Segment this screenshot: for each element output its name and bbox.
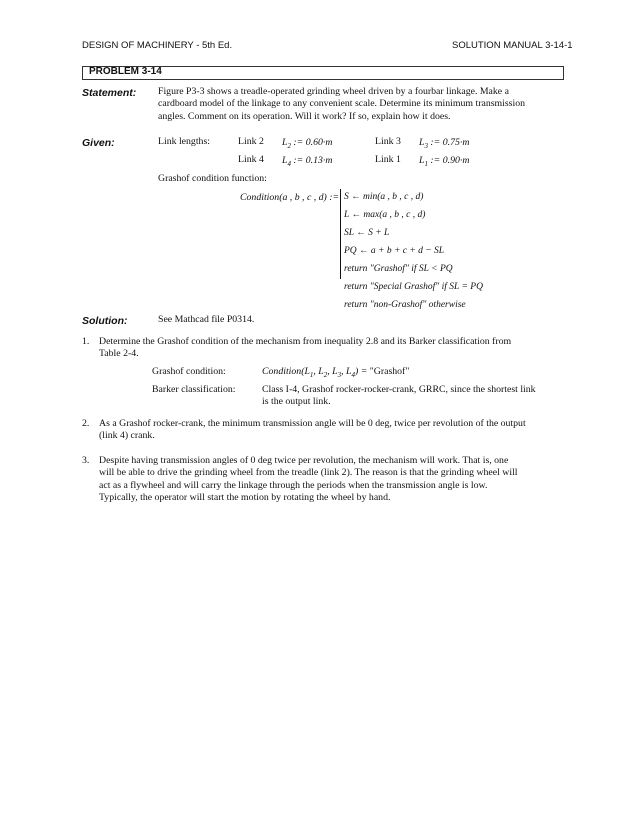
program-bar [340,189,342,279]
program-line: return "non-Grashof" otherwise [344,300,466,310]
program-line: L ← max(a , b , c , d) [344,210,426,220]
link4-name: Link 4 [238,154,264,165]
grashof-function-label: Grashof condition function: [158,173,267,184]
step-line: Typically, the operator will start the motion by rotating the wheel by hand. [99,492,391,504]
barker-line: Class I-4, Grashof rocker-rocker-crank, GRRC, since the shortest link [262,384,536,395]
header-left: DESIGN OF MACHINERY - 5th Ed. [82,40,233,51]
step-line: Determine the Grashof condition of the mechanism from inequality 2.8 and its Barker classification from [99,336,512,347]
step-text [99,418,526,443]
solution-text: See Mathcad file P0314. [158,314,255,325]
link1-expr: $L_1$ := 0.90·m [419,155,470,168]
grashof-result-label: Grashof condition: [152,366,226,377]
step-line: act as a flywheel and will carry the linkage through the periods when the transmission angle is low. [99,479,488,491]
statement-text [158,86,525,123]
function-signature: Condition(a , b , c , d) := [240,192,340,203]
step-line: As a Grashof rocker-crank, the minimum transmission angle will be 0 deg, twice per revolution of the output [99,418,526,429]
statement-line: Figure P3-3 shows a treadle-operated grinding wheel driven by a fourbar linkage. Make a [158,86,509,97]
program-line: return "Special Grashof" if SL = PQ [344,282,483,292]
step-text [99,336,511,361]
statement-line: cardboard model of the linkage to any convenient scale. Determine its minimum transmission [158,98,526,110]
step-line: Despite having transmission angles of 0 deg twice per revolution, the mechanism will work. That is, one [99,455,509,466]
program-line: S ← min(a , b , c , d) [344,192,424,202]
barker-line: is the output link. [262,396,331,408]
step-number: 1. [82,336,90,347]
problem-title: PROBLEM 3-14 [89,66,162,77]
step-number: 2. [82,418,90,429]
header-right: SOLUTION MANUAL 3-14-1 [452,40,573,51]
grashof-result-expr: $Condition(L_1$, $L_2$, $L_3$, $L_4$) = "Grashof" [262,366,410,379]
step-text [99,455,518,505]
link4-expr: $L_4$ := 0.13·m [282,155,333,168]
step-line: will be able to drive the grinding wheel from the treadle (link 2). The reason is that the grinding wheel will [99,467,518,479]
solution-label: Solution: [82,315,128,327]
link3-name: Link 3 [375,136,401,147]
step-line: (link 4) crank. [99,430,155,442]
program-line: PQ ← a + b + c + d − SL [344,246,445,256]
problem-title-box [82,66,564,80]
statement-line: angles. Comment on its operation. Will it work? If so, explain how it does. [158,110,451,122]
link3-expr: $L_3$ := 0.75·m [419,137,470,150]
link-lengths-label: Link lengths: [158,136,210,147]
given-label: Given: [82,137,115,149]
step-line: Table 2-4. [99,348,139,360]
barker-label: Barker classification: [152,384,236,395]
link1-name: Link 1 [375,154,401,165]
program-line: return "Grashof" if SL < PQ [344,264,453,274]
statement-label: Statement: [82,87,137,99]
link2-expr: $L_2$ := 0.60·m [282,137,333,150]
link2-name: Link 2 [238,136,264,147]
program-line: SL ← S + L [344,228,390,238]
step-number: 3. [82,455,90,466]
barker-text [262,384,536,409]
